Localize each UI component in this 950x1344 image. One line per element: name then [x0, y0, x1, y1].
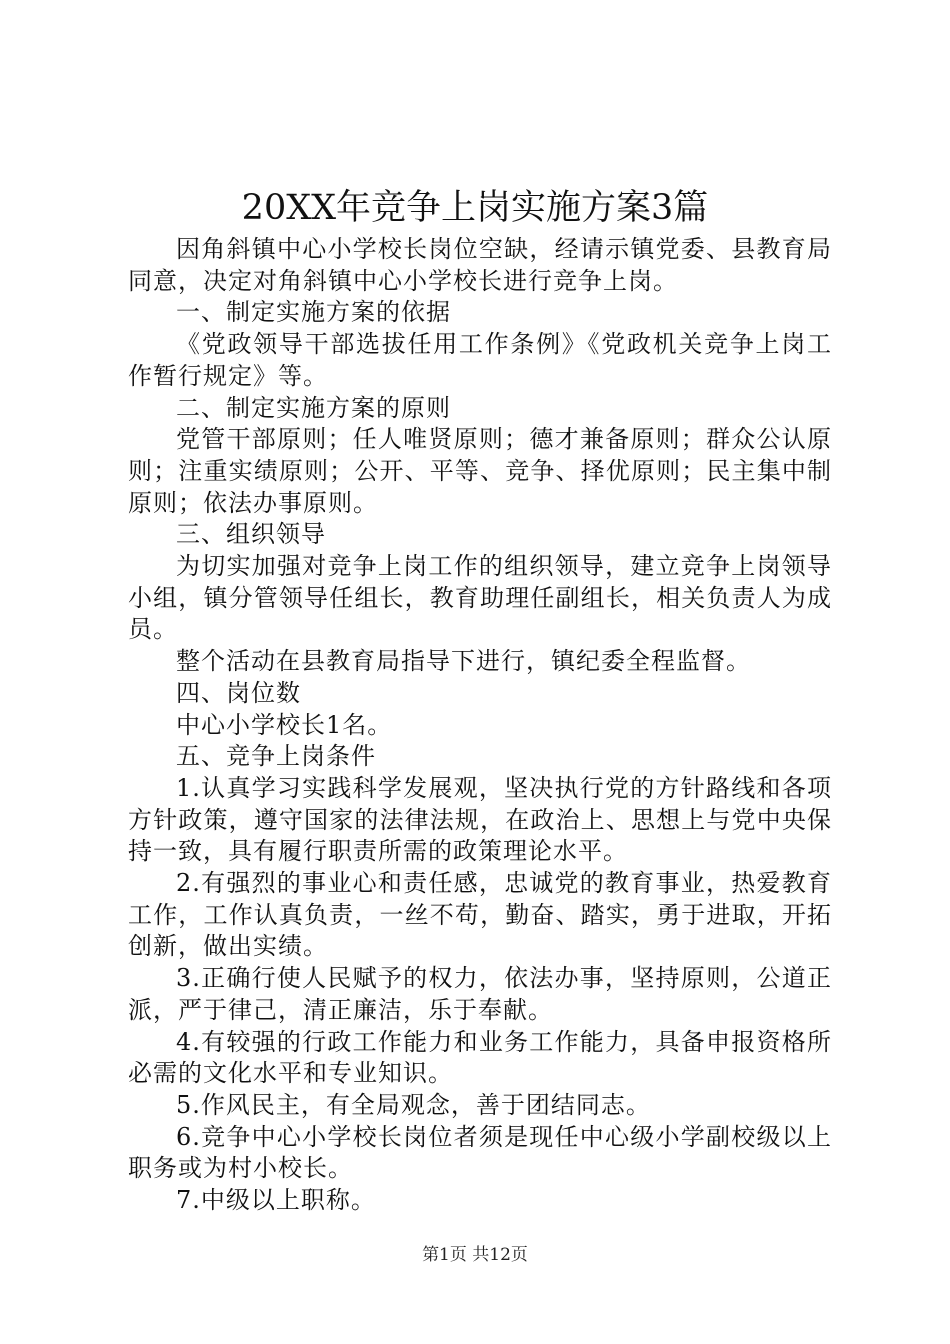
condition-item: 2.有强烈的事业心和责任感，忠诚党的教育事业，热爱教育工作，工作认真负责，一丝不苟，勤奋、踏实，勇于进取，开拓创新，做出实绩。	[128, 869, 832, 961]
paragraph-intro: 因角斜镇中心小学校长岗位空缺，经请示镇党委、县教育局同意，决定对角斜镇中心小学校长进行竞争上岗。	[128, 235, 832, 295]
paragraph-principles: 党管干部原则；任人唯贤原则；德才兼备原则；群众公认原则；注重实绩原则；公开、平等、竞争、择优原则；民主集中制原则；依法办事原则。	[128, 425, 832, 517]
condition-item: 6.竞争中心小学校长岗位者须是现任中心级小学副校级以上职务或为村小校长。	[128, 1122, 832, 1183]
condition-item: 7.中级以上职称。	[176, 1186, 376, 1215]
paragraph-positions: 中心小学校长1名。	[176, 710, 393, 739]
condition-item: 1.认真学习实践科学发展观，坚决执行党的方针路线和各项方针政策，遵守国家的法律法规，在政治上、思想上与党中央保持一致，具有履行职责所需的政策理论水平。	[128, 773, 832, 866]
paragraph-basis: 《党政领导干部选拔任用工作条例》《党政机关竞争上岗工作暂行规定》等。	[128, 330, 832, 390]
document-body	[128, 234, 832, 1217]
condition-item: 3.正确行使人民赋予的权力，依法办事，坚持原则，公道正派，严于律己，清正廉洁，乐于奉献。	[128, 964, 832, 1024]
section-heading-basis: 一、制定实施方案的依据	[176, 298, 451, 327]
section-heading-organization: 三、组织领导	[176, 520, 326, 549]
page-number-footer: 第1页 共12页	[422, 1245, 528, 1265]
condition-item: 5.作风民主，有全局观念，善于团结同志。	[176, 1090, 651, 1119]
section-heading-principles: 二、制定实施方案的原则	[176, 393, 451, 422]
section-heading-conditions: 五、竞争上岗条件	[176, 742, 376, 771]
section-heading-positions: 四、岗位数	[176, 678, 301, 707]
document-title: 20XX年竞争上岗实施方案3篇	[241, 188, 709, 228]
condition-item: 4.有较强的行政工作能力和业务工作能力，具备申报资格所必需的文化水平和专业知识。	[128, 1027, 832, 1088]
paragraph-organization: 为切实加强对竞争上岗工作的组织领导，建立竞争上岗领导小组，镇分管领导任组长，教育助理任副组长，相关负责人为成员。	[128, 552, 832, 644]
paragraph-supervision: 整个活动在县教育局指导下进行，镇纪委全程监督。	[176, 647, 751, 676]
